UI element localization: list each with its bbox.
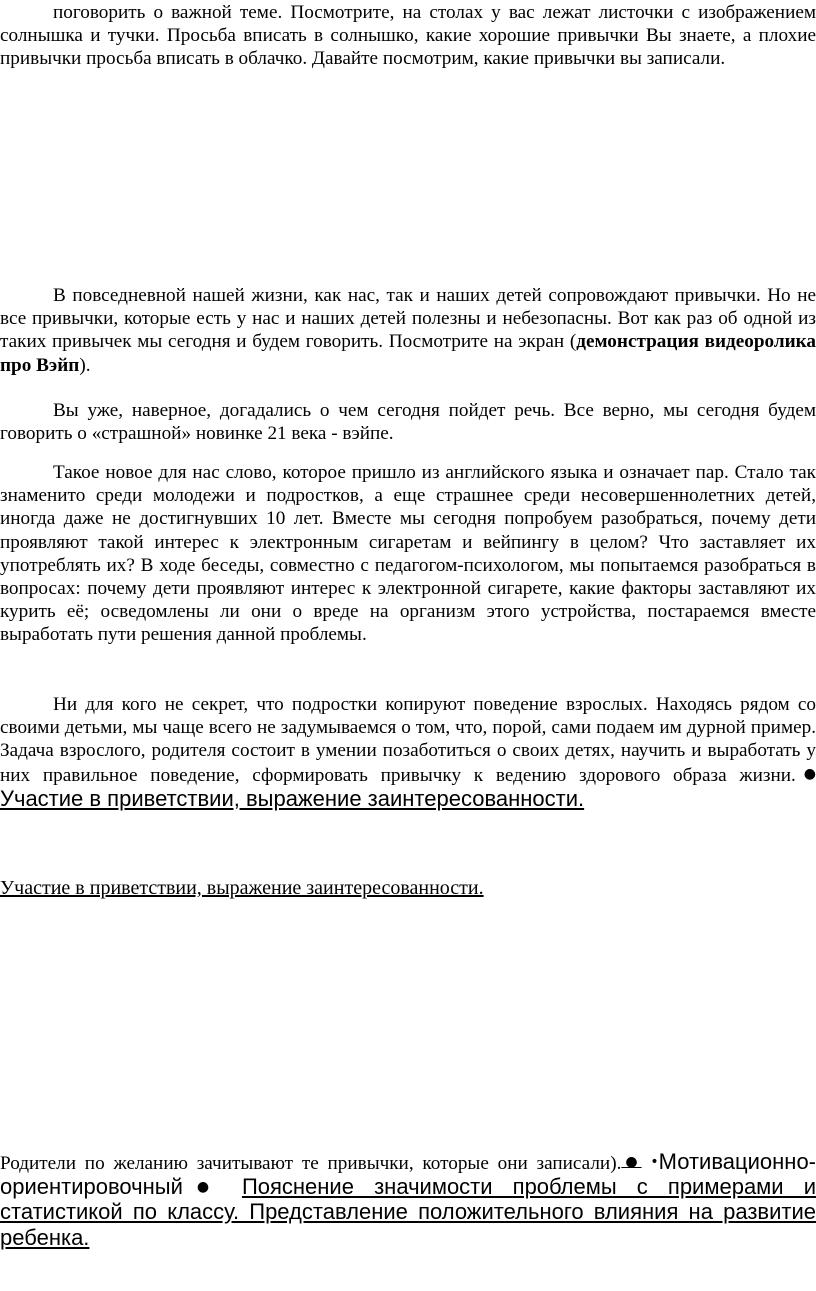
vape-text: Вы уже, наверное, догадались о чем сегодня пойдет речь. Все верно, мы сегодня будем говорить о «страшной» новинке 21 века - вэйпе. — [0, 400, 816, 445]
habits-end: ). — [79, 354, 91, 376]
adults-paragraph — [0, 693, 816, 812]
parents-paragraph — [0, 1150, 816, 1251]
bullet-icon: ● — [182, 1179, 224, 1196]
greeting-underlined: Участие в приветствии, выражение заинтересованности. — [0, 785, 585, 811]
greeting-heading — [0, 877, 816, 900]
intro-paragraph — [0, 1, 816, 71]
video-demo-note: демонстрация видеоролика про Вэйп — [0, 331, 816, 376]
habits-text: В повседневной нашей жизни, как нас, так и наших детей сопровождают привычки. Но не все привычки, которые есть у нас и наших детей полезны и небезопасны. Вот как раз об одной из таких привычек мы сегодня и будем говорить. Посмотрите на экран ( — [0, 285, 816, 353]
greeting-heading-text: Участие в приветствии, выражение заинтересованности. — [0, 877, 484, 899]
new-word-text: Такое новое для нас слово, которое пришло из английского языка и означает пар. Стало так знаменито среди молодежи и подростков, а еще страшнее среди несовершеннолетних детей, иногда даже не достигнувших 10 лет. Вместе мы сегодня попробуем разобраться, почему дети проявляют такой интерес к электронным сигаретам и вейпингу в целом? Что заставляет их употреблять их? В ходе беседы, совместно с педагогом-психологом, мы попытаемся разобраться в вопросах: почему дети проявляют интерес к электронной сигарете, какие факторы заставляют их курить её; осведомлены ли они о вреде на организм этого устройства, постараемся вместе выработать пути решения данной проблемы. — [0, 462, 816, 646]
new-word-paragraph — [0, 461, 816, 647]
adults-text: Ни для кого не секрет, что подростки копируют поведение взрослых. Находясь рядом со своими детьми, мы чаще всего не задумываемся о том, что, порой, сами подаем им дурной пример. Задача взрослого, родителя состоит в умении позаботиться о своих детях, научить и выработать у них правильное поведение, сформировать привычку к ведению здорового образа жизни. — [0, 694, 816, 786]
parents-text: Родители по желанию зачитывают те привычки, которые они записали). — [0, 1153, 622, 1174]
vape-paragraph — [0, 399, 816, 445]
significance-underlined: Пояснение значимости проблемы с примерами и статистикой по классу. Представление положительного влияния на развитие ребенка. — [0, 1174, 816, 1250]
intro-text: поговорить о важной теме. Посмотрите, на столах у вас лежат листочки с изображением солнышка и тучки. Просьба вписать в солнышко, какие хорошие привычки Вы знаете, а плохие привычки просьба вписать в облачко. Давайте посмотрим, какие привычки вы записали. — [0, 2, 816, 70]
bullet-small-icon: • — [650, 1154, 659, 1170]
habits-paragraph — [0, 284, 816, 377]
bullet-icon: ● — [795, 765, 816, 782]
stage-name: Мотивационно-ориентировочный — [0, 1149, 816, 1200]
bullet-icon: ● — [621, 1154, 642, 1170]
